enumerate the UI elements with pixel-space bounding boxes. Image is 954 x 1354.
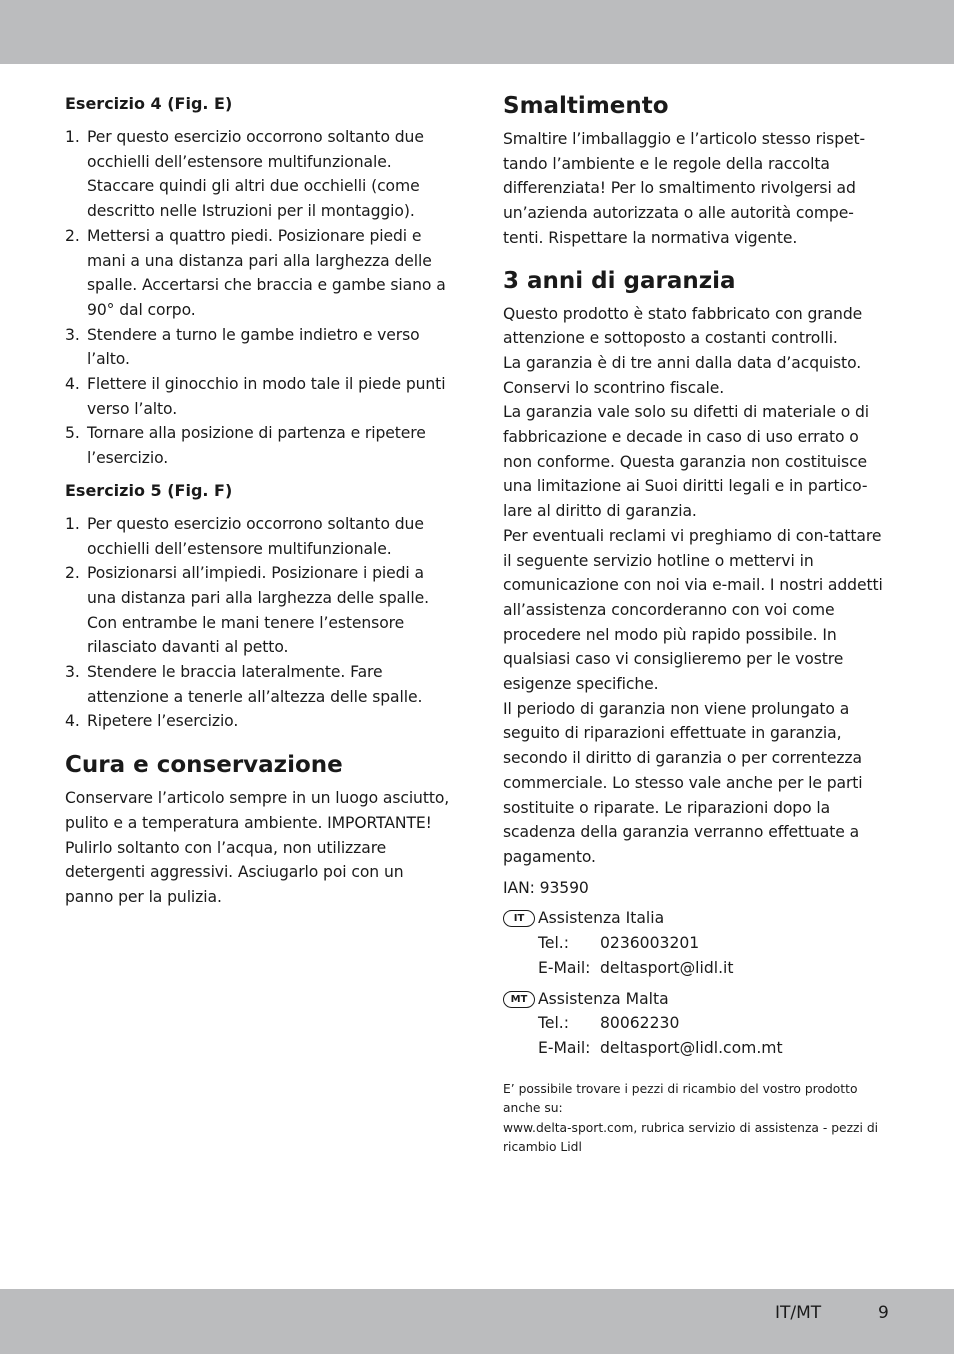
list-item: 1. Per questo esercizio occorrono soltanto due occhielli dell’estensore multifunzionale.	[65, 514, 424, 558]
exercise-5-list	[65, 512, 455, 734]
ian-number: IAN: 93590	[503, 878, 589, 897]
list-item: 4. Ripetere l’esercizio.	[65, 712, 239, 731]
footer-language: IT/MT	[775, 1303, 822, 1323]
list-item: 4. Flettere il ginocchio in modo tale il piede punti verso l’alto.	[65, 375, 446, 418]
exercise-4-heading: Esercizio 4 (Fig. E)	[65, 94, 233, 113]
contact-malta	[503, 987, 888, 1061]
exercise-4-list	[65, 125, 455, 471]
list-item: 3. Stendere a turno le gambe indietro e verso l’alto.	[65, 325, 420, 369]
warranty-paragraph: Il periodo di garanzia non viene prolungato a seguito di riparazioni effettuate in garanzia, secondo il diritto di garanzia o per correntezza commerciale. Lo stesso vale anche per le parti sostituite o riparate. Le riparazioni dopo la scadenza della garanzia verranno effettuate a pagamento.	[503, 699, 863, 866]
warranty-paragraph: Questo prodotto è stato fabbricato con grande attenzione e sottoposto a costanti controlli.	[503, 304, 863, 348]
warranty-paragraph: Per eventuali reclami vi preghiamo di con-tattare il seguente servizio hotline o mettervi in comunicazione con noi via e-mail. I nostri addetti all’assistenza concorderanno con voi come procedere nel modo più rapido possibile. In qualsiasi caso vi consiglieremo per le vostre esigenze specifiche.	[503, 526, 883, 694]
list-item: 2. Mettersi a quattro piedi. Posizionare piedi e mani a una distanza pari alla larghezza delle spalle. Accertarsi che braccia e gambe siano a 90° dal corpo.	[65, 226, 446, 319]
contact-name: Assistenza Malta	[538, 989, 669, 1008]
left-column	[65, 92, 455, 910]
list-item: 3. Stendere le braccia lateralmente. Fare attenzione a tenerle all’altezza delle spalle.	[65, 663, 423, 706]
care-heading: Cura e conservazione	[65, 752, 343, 779]
spare-parts-note: E’ possibile trovare i pezzi di ricambio del vostro prodotto anche su: www.delta-sport.com, rubrica servizio di assistenza - pezzi di ricambio Lidl	[503, 1081, 879, 1155]
contact-phone: Tel.: 80062230	[538, 1014, 680, 1033]
contact-phone: Tel.: 0236003201	[538, 934, 700, 953]
contact-email: E-Mail: deltasport@lidl.com.mt	[538, 1038, 783, 1057]
right-column	[503, 92, 888, 1158]
contact-italy	[503, 906, 888, 980]
contact-name: Assistenza Italia	[538, 909, 665, 928]
list-item: 2. Posizionarsi all’impiedi. Posizionare i piedi a una distanza pari alla larghezza delle spalle. Con entrambe le mani tenere l’estensore rilasciato davanti al petto.	[65, 564, 429, 657]
page-number: 9	[878, 1303, 889, 1323]
exercise-5-heading: Esercizio 5 (Fig. F)	[65, 480, 233, 500]
contact-email: E-Mail: deltasport@lidl.it	[538, 958, 734, 977]
top-bar	[0, 0, 954, 64]
country-badge-icon: MT	[503, 991, 535, 1008]
care-text: Conservare l’articolo sempre in un luogo asciutto, pulito e a temperatura ambiente. IMPORTANTE! Pulirlo soltanto con l’acqua, non utilizzare detergenti aggressivi. Asciugarlo poi con un panno per la pulizia.	[65, 789, 450, 906]
list-item: 1. Per questo esercizio occorrono soltanto due occhielli dell’estensore multifunzionale. Staccare quindi gli altri due occhielli (come descritto nelle Istruzioni per il montaggio).	[65, 128, 424, 221]
warranty-paragraph: La garanzia è di tre anni dalla data d’acquisto. Conservi lo scontrino fiscale.	[503, 353, 862, 397]
warranty-heading: 3 anni di garanzia	[503, 267, 736, 294]
warranty-paragraph: La garanzia vale solo su difetti di materiale o di fabbricazione e decade in caso di uso errato o non conforme. Questa garanzia non costituisce una limitazione ai Suoi diritti legali e in partico-lare al diritto di garanzia.	[503, 403, 870, 521]
disposal-text: Smaltire l’imballaggio e l’articolo stesso rispet-tando l’ambiente e le regole della raccolta differenziata! Per lo smaltimento rivolgersi ad un’azienda autorizzata o alle autorità compe-tenti. Rispettare la normativa vigente.	[503, 130, 866, 247]
disposal-heading: Smaltimento	[503, 93, 669, 119]
country-badge-icon: IT	[503, 910, 535, 927]
list-item: 5. Tornare alla posizione di partenza e ripetere l’esercizio.	[65, 424, 426, 468]
